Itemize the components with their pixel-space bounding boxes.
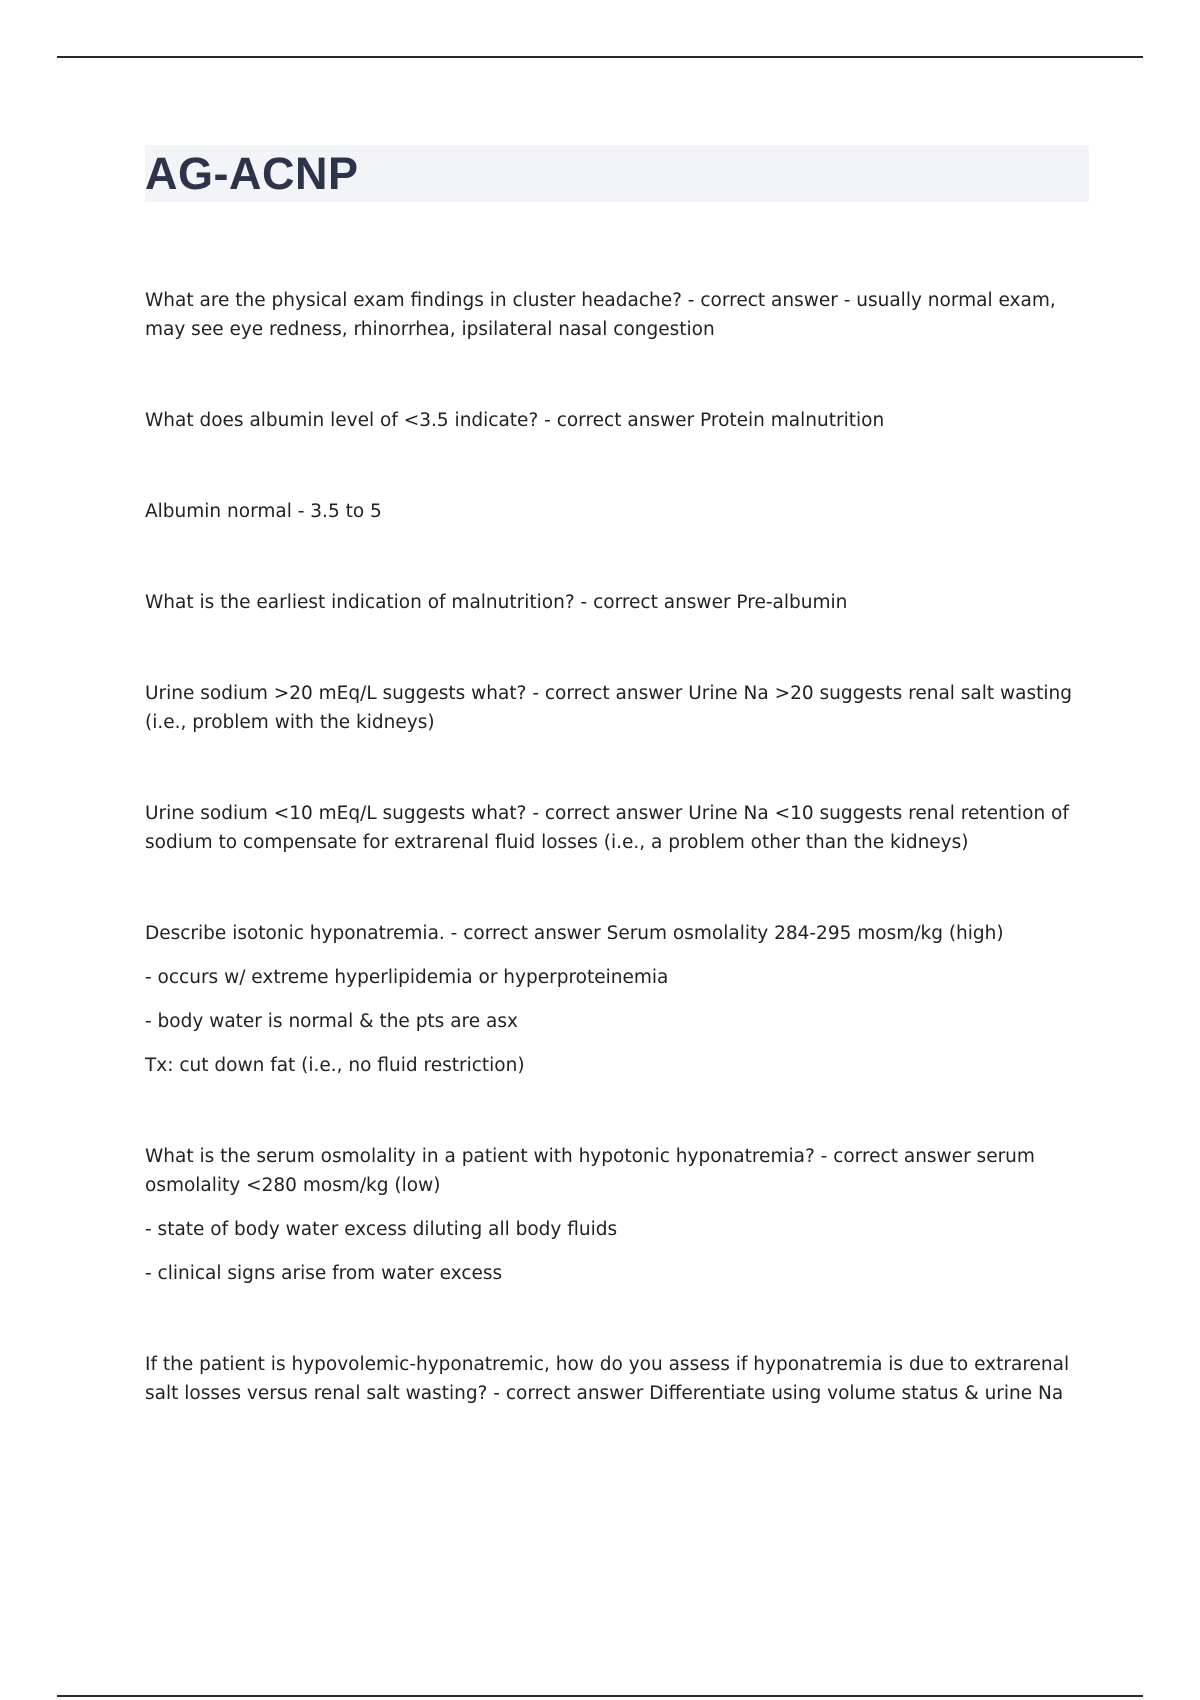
qa-line: If the patient is hypovolemic-hyponatremic, how do you assess if hyponatremia is due to extrarenal salt losses versus renal salt wasting? - correct answer Differentiate using volume status & urine Na <box>145 1354 1070 1404</box>
top-rule <box>57 56 1143 58</box>
qa-line: What are the physical exam findings in cluster headache? - correct answer - usually normal exam, may see eye redness, rhinorrhea, ipsilateral nasal congestion <box>145 290 1056 340</box>
qa-item <box>145 1350 1080 1408</box>
qa-item <box>145 497 1080 526</box>
qa-item <box>145 679 1080 737</box>
qa-item <box>145 919 1080 1080</box>
qa-item <box>145 406 1080 435</box>
qa-line: Albumin normal - 3.5 to 5 <box>145 501 382 522</box>
qa-line: Tx: cut down fat (i.e., no fluid restriction) <box>145 1055 525 1076</box>
qa-line: - body water is normal & the pts are asx <box>145 1011 518 1032</box>
qa-line: Urine sodium <10 mEq/L suggests what? - correct answer Urine Na <10 suggests renal retention of sodium to compensate for extrarenal fluid losses (i.e., a problem other than the kidneys) <box>145 803 1069 853</box>
qa-list <box>145 286 1080 1470</box>
qa-line: What does albumin level of <3.5 indicate? - correct answer Protein malnutrition <box>145 410 885 431</box>
document-title: AG-ACNP <box>145 148 359 199</box>
qa-item <box>145 1142 1080 1288</box>
qa-item <box>145 286 1080 344</box>
qa-item <box>145 588 1080 617</box>
qa-line: - occurs w/ extreme hyperlipidemia or hyperproteinemia <box>145 967 669 988</box>
qa-line: What is the earliest indication of malnutrition? - correct answer Pre-albumin <box>145 592 848 613</box>
qa-line: - clinical signs arise from water excess <box>145 1263 503 1284</box>
qa-line: What is the serum osmolality in a patient with hypotonic hyponatremia? - correct answer serum osmolality <280 mosm/kg (low) <box>145 1146 1035 1196</box>
qa-line: - state of body water excess diluting all body fluids <box>145 1219 618 1240</box>
qa-item <box>145 799 1080 857</box>
qa-line: Urine sodium >20 mEq/L suggests what? - correct answer Urine Na >20 suggests renal salt wasting (i.e., problem with the kidneys) <box>145 683 1073 733</box>
qa-line: Describe isotonic hyponatremia. - correct answer Serum osmolality 284-295 mosm/kg (high) <box>145 923 1004 944</box>
title-band <box>145 145 1089 202</box>
bottom-rule <box>57 1695 1143 1697</box>
